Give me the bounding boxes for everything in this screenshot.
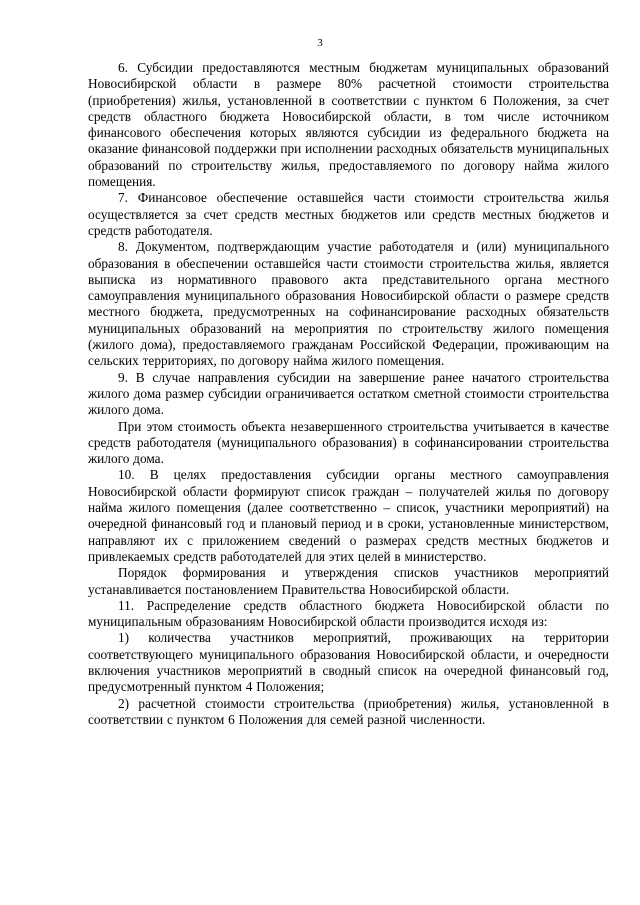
paragraph-11-item-1: 1) количества участников мероприятий, проживающих на территории соответствующего муниципального образования Новосибирской области, и очередности включения участников мероприятий в сводный список на очередной финансовый год, предусмотренный пунктом 4 Положения; xyxy=(88,630,609,695)
paragraph-9-completion: 9. В случае направления субсидии на завершение ранее начатого строительства жилого дома размер субсидии ограничивается остатком сметной стоимости строительства жилого дома. xyxy=(88,369,609,418)
page-number: 3 xyxy=(317,37,323,49)
paragraph-11-distribution: 11. Распределение средств областного бюджета Новосибирской области по муниципальным образованиям Новосибирской области производится исходя из: xyxy=(88,597,609,630)
paragraph-10-list: 10. В целях предоставления субсидии органы местного самоуправления Новосибирской области формируют список граждан – получателей жилья по договору найма жилого помещения (далее соответственно – список, участники мероприятий) на очередной финансовый год и плановый период и в сроки, установленные министерством, направляют их с приложением сведений о размерах средств местных бюджетов и привлекаемых средств работодателей для этих целей в министерство. xyxy=(88,467,609,564)
paragraph-7-financing: 7. Финансовое обеспечение оставшейся части стоимости строительства жилья осуществляется за счет средств местных бюджетов или средств местных бюджетов и средств работодателя. xyxy=(88,190,609,238)
document-body xyxy=(88,60,609,728)
paragraph-11-item-2: 2) расчетной стоимости строительства (приобретения) жилья, установленной в соответствии с пунктом 6 Положения для семей разной численности. xyxy=(88,695,609,727)
paragraph-6-subsidies: 6. Субсидии предоставляются местным бюджетам муниципальных образований Новосибирской области в размере 80% расчетной стоимости строительства (приобретения) жилья, установленной в соответствии с пунктом 6 Положения, за счет средств областного бюджета Новосибирской области, в том числе источником финансового обеспечения которых являются субсидии из федерального бюджета на оказание финансовой поддержки при исполнении расходных обязательств муниципальных образований по строительству жилья, предоставляемого по договору найма жилого помещения. xyxy=(88,60,609,190)
paragraph-9-unfinished-cost: При этом стоимость объекта незавершенного строительства учитывается в качестве средств работодателя (муниципального образования) в софинансировании строительства жилого дома. xyxy=(88,418,609,467)
paragraph-10-procedure: Порядок формирования и утверждения списков участников мероприятий устанавливается постановлением Правительства Новосибирской области. xyxy=(88,565,609,597)
paragraph-8-document: 8. Документом, подтверждающим участие работодателя и (или) муниципального образования в обеспечении оставшейся части стоимости строительства жилья, является выписка из нормативного правового акта представительного органа местного самоуправления муниципального образования Новосибирской области о размере средств местного бюджета, предусмотренных на софинансирование расходных обязательств муниципальных образований на мероприятия по строительству жилого помещения (жилого дома), предоставляемого гражданам Российской Федерации, проживающим на сельских территориях, по договору найма жилого помещения. xyxy=(88,239,609,369)
